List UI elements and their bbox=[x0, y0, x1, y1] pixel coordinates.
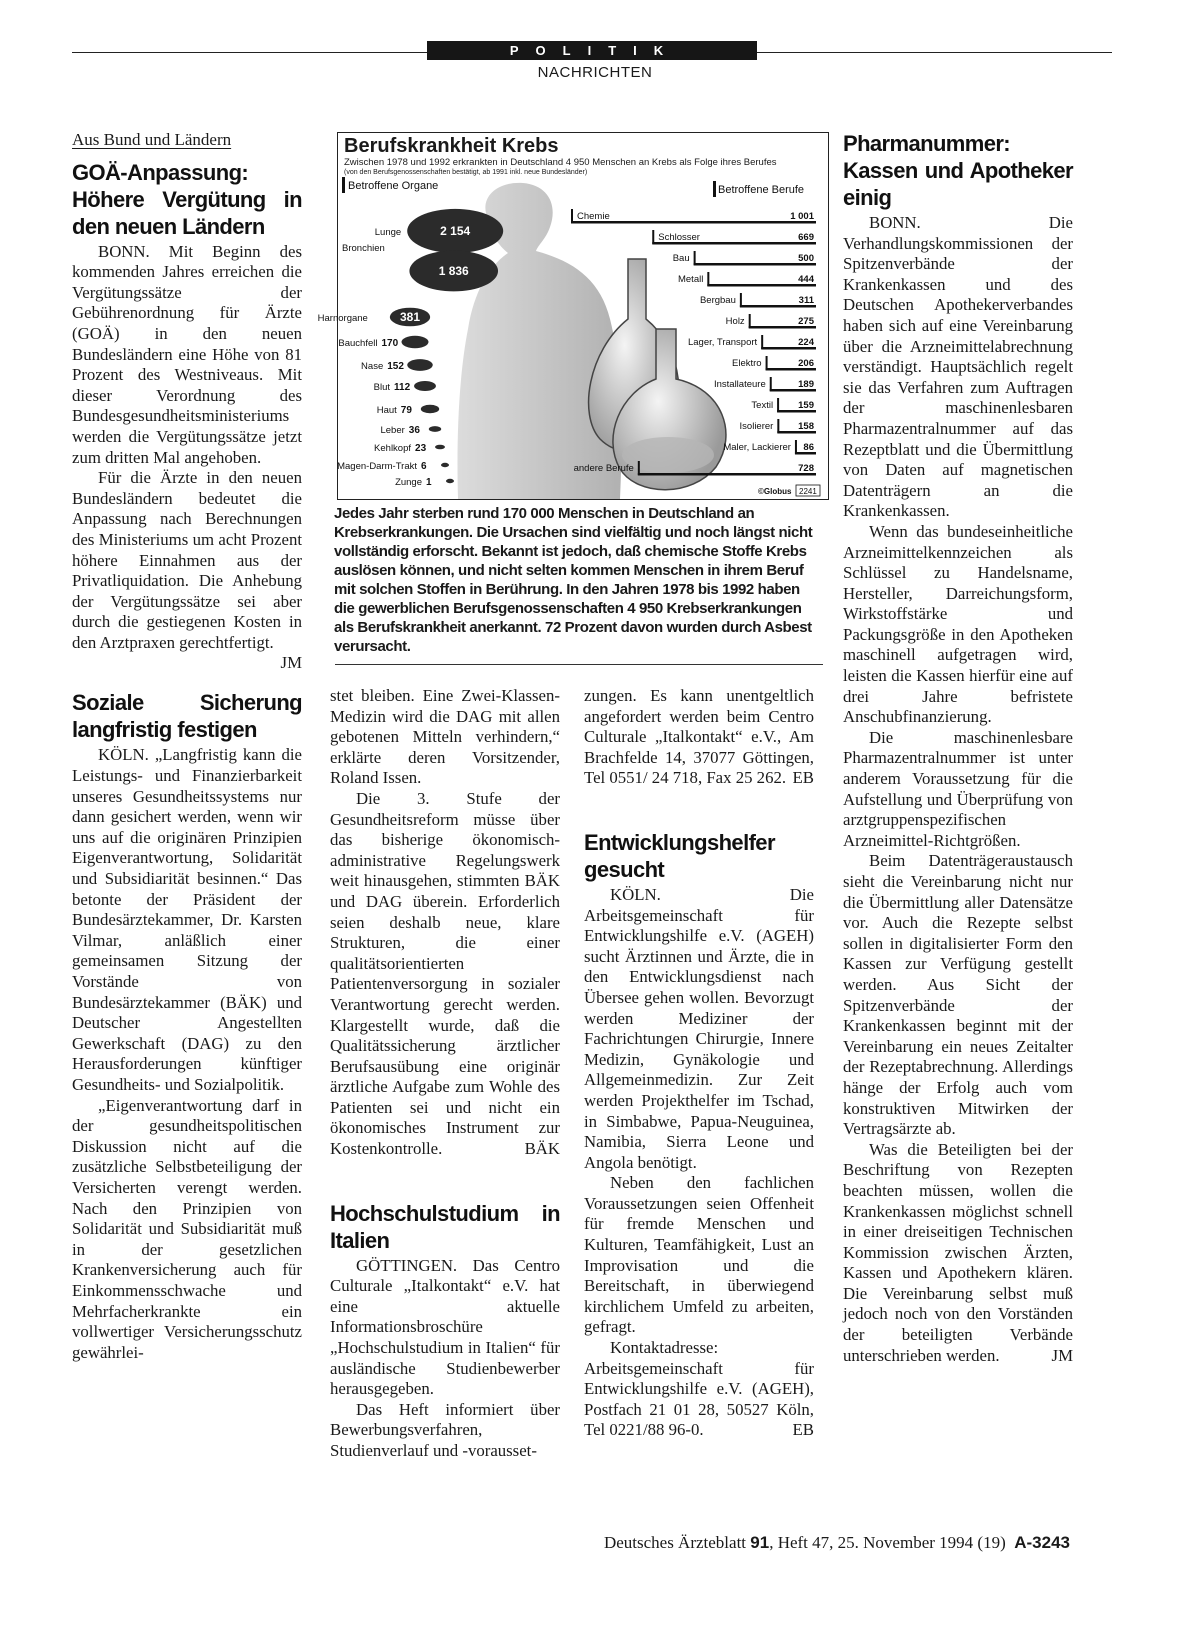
article-goae bbox=[72, 159, 302, 673]
organ-label: Lunge bbox=[374, 227, 402, 238]
profession-value: 728 bbox=[798, 463, 814, 474]
profession-label: andere Berufe bbox=[573, 463, 634, 474]
profession-bar-stem bbox=[571, 209, 573, 223]
column-3 bbox=[584, 686, 814, 1441]
author-signature: JM bbox=[1051, 1345, 1073, 1365]
article-soziale-sicherung bbox=[72, 689, 302, 1363]
organ-bubble bbox=[421, 405, 439, 413]
author-signature: EB bbox=[792, 1420, 814, 1440]
article-pharmanummer bbox=[843, 130, 1073, 1366]
organ-label: Harnorgane bbox=[317, 313, 368, 324]
profession-value: 444 bbox=[798, 274, 814, 285]
profession-bar-stem bbox=[777, 398, 779, 412]
profession-label: Maler, Lackierer bbox=[723, 442, 791, 453]
chart-subtitle: Zwischen 1978 und 1992 erkrankten in Deutschland 4 950 Menschen an Krebs als Folge ihres Berufes bbox=[344, 157, 777, 168]
profession-label: Isolierer bbox=[739, 421, 774, 432]
profession-value: 224 bbox=[798, 337, 814, 348]
organ-value: 79 bbox=[400, 405, 412, 416]
subressort-label: NACHRICHTEN bbox=[537, 64, 653, 81]
section-kicker: Aus Bund und Ländern bbox=[72, 130, 232, 149]
article-headline: GOÄ-Anpassung: Höhere Vergütung in den neuen Ländern bbox=[72, 159, 302, 239]
organ-label: Bronchien bbox=[342, 243, 385, 254]
profession-label: Lager, Transport bbox=[687, 337, 758, 348]
organ-value: 170 bbox=[381, 338, 399, 349]
article-paragraph: Die maschinenlesbare Pharmazentralnummer ist unter anderem Voraussetzung für die Aufstellung und Überprüfung von arztgruppenspezifischen Arzneimittel-Richtgrößen. bbox=[843, 727, 1073, 850]
article-hochschulstudium bbox=[330, 1200, 560, 1462]
profession-bar-stem bbox=[766, 356, 768, 370]
chart-source: ©Globus bbox=[758, 487, 792, 496]
profession-bar-stem bbox=[770, 377, 772, 391]
page-number: A-3243 bbox=[1014, 1533, 1070, 1552]
profession-bar-stem bbox=[638, 461, 640, 475]
organ-value: 2 154 bbox=[440, 224, 471, 238]
article-paragraph: Neben den fachlichen Voraussetzungen seien Offenheit für fremde Menschen und Kulturen, Teamfähigkeit, Lust an Improvisation und die Bereitschaft, in überwiegend kirchlichem Umfeld zu arbeiten, gefragt. bbox=[584, 1173, 814, 1337]
profession-label: Chemie bbox=[577, 211, 610, 222]
organ-value: 381 bbox=[399, 310, 421, 324]
organ-value: 6 bbox=[421, 461, 427, 472]
organ-label: Blut bbox=[373, 382, 391, 393]
organ-value: 36 bbox=[408, 425, 420, 436]
organ-label: Zunge bbox=[395, 477, 422, 488]
article-headline: Pharmanummer: Kassen und Apotheker einig bbox=[843, 131, 1073, 210]
article-paragraph: Beim Datenträgeraustausch sieht die Vereinbarung nicht nur die Übermittlung aller Datensätze vor. Auch die Rezepte selbst sollen in digitalisierter Form den Kassen zur Verfügung gestellt werden. Aus Sicht der Spitzenverbände der Krankenkassen beginnt mit der Vereinbarung ein neues Zeitalter der Rezeptabrechnung. Allerdings hänge der Erfolg auch vom konstruktiven Mitwirken der Vertragsärzte ab. bbox=[843, 851, 1073, 1139]
profession-value: 1 001 bbox=[790, 211, 814, 222]
article-paragraph: Was die Beteiligten bei der Beschriftung von Rezepten beachten müssen, wollen die Krankenkassen möglichst schnell in einer dreiseitigen Technischen Kommission zwischen Ärzten, Kassen und Apothekern klären. Die Vereinbarung selbst muß jedoch noch von den Vorständen der beteiligten Verbände unterschrieben werden. JM bbox=[843, 1139, 1073, 1365]
chart-subtitle-note: (von den Berufsgenossenschaften bestätigt, ab 1991 inkl. neue Bundesländer) bbox=[344, 169, 588, 176]
organ-bubble bbox=[407, 359, 433, 371]
profession-value: 86 bbox=[803, 442, 814, 453]
organ-value: 1 836 bbox=[438, 264, 469, 278]
profession-label: Textil bbox=[751, 400, 774, 411]
organ-label: Haut bbox=[376, 405, 397, 416]
chart-caption: Jedes Jahr sterben rund 170 000 Menschen in Deutschland an Krebserkrankungen. Die Ursachen sind vielfältig und noch längst nicht vollständig erforscht. Bekannt ist jedoch, daß chemische Stoffe Krebs auslösen können, und nicht selten kommen Menschen in ihrem Beruf mit solchen Stoffen in Berührung. In den Jahren 1978 bis 1992 haben die gewerblichen Berufsgenossenschaften 4 950 Krebserkrankungen als Berufskrankheit anerkannt. 72 Prozent davon wurden durch Asbest verursacht. bbox=[334, 505, 813, 655]
profession-label: Holz bbox=[725, 316, 745, 327]
article-paragraph: GÖTTINGEN. Das Centro Culturale „Italkontakt“ e.V. hat eine aktuelle Informationsbroschüre „Hochschulstudium in Italien“ für ausländische Studienbewerber herausgegeben. bbox=[330, 1255, 560, 1399]
organ-label: Nase bbox=[361, 361, 384, 372]
article-paragraph: stet bleiben. Eine Zwei-Klassen-Medizin wird die DAG mit allen gebotenen Mitteln verhindern,“ erklärte deren Vorsitzender, Roland Issen. bbox=[330, 686, 560, 788]
organ-label: Magen-Darm-Trakt bbox=[337, 461, 417, 472]
ressort-banner: POLITIK bbox=[427, 41, 757, 60]
article-paragraph: zungen. Es kann unentgeltlich angefordert werden beim Centro Culturale „Italkontakt“ e.V., Am Brachfelde 14, 37077 Göttingen, Tel 0551/ 24 718, Fax 25 262. EB bbox=[584, 686, 814, 788]
article-paragraph: Für die Ärzte in den neuen Bundesländern bedeutet die Anpassung nach Berechnungen des Ministeriums um acht Prozent höhere Einnahmen aus der Privatliquidation. Die Anhebung der Vergütungssätze sei aber durch die gestiegenen Kosten in den Arztpraxen gerechtfertigt. JM bbox=[72, 468, 302, 673]
organ-value: 1 bbox=[426, 477, 432, 488]
profession-bar-stem bbox=[740, 293, 742, 307]
article-paragraph: BONN. Die Verhandlungskommissionen der Spitzenverbände der Krankenkassen und des Deutschen Apothekerverbandes haben sich auf eine Vereinbarung über die Arzneimittelabrechnung verständigt. Hauptsächlich regelt sie das Verfahren zum Auftragen der maschinenlesbaren Pharmazentralnummer auf das Rezeptblatt und die Übermittlung von Daten auf magnetischen Datenträgern an die Krankenkassen. bbox=[843, 213, 1073, 521]
article-paragraph: KÖLN. Die Arbeitsgemeinschaft für Entwicklungshilfe e.V. (AGEH) sucht Ärztinnen und Ärzte, die in den Entwicklungsdienst nach Übersee gehen wollen. Bevorzugt werden Mediziner der Fachrichtungen Chirurgie, Innere Medizin, Gynäkologie und Allgemeinmedizin. Zur Zeit werden Projekthelfer im Tschad, in Simbabwe, Papua-Neuguinea, Namibia, Sierra Leone und Angola benötigt. bbox=[584, 884, 814, 1172]
chart-svg bbox=[317, 179, 828, 499]
profession-bar-stem bbox=[777, 419, 779, 433]
organ-value: 23 bbox=[415, 443, 427, 454]
article-headline: Entwicklungshelfer gesucht bbox=[584, 829, 775, 882]
chart-code: 2241 bbox=[799, 487, 817, 496]
journal-name: Deutsches Ärzteblatt bbox=[603, 1533, 747, 1552]
profession-bar bbox=[638, 473, 816, 476]
profession-value: 159 bbox=[798, 400, 814, 411]
organ-bubble bbox=[402, 336, 429, 348]
profession-bar-stem bbox=[694, 251, 696, 265]
page-footer bbox=[560, 1533, 1070, 1553]
organ-bubble bbox=[441, 463, 449, 467]
profession-label: Elektro bbox=[732, 358, 762, 369]
profession-value: 189 bbox=[798, 379, 814, 390]
profession-value: 669 bbox=[798, 232, 814, 243]
volume-number: 91 bbox=[750, 1533, 770, 1552]
profession-bar-stem bbox=[707, 272, 709, 286]
profession-label: Metall bbox=[677, 274, 704, 285]
profession-value: 275 bbox=[798, 316, 814, 327]
author-signature: BÄK bbox=[524, 1139, 560, 1159]
profession-bar-stem bbox=[761, 335, 763, 349]
article-paragraph: Kontaktadresse: Arbeitsgemeinschaft für Entwicklungshilfe e.V. (AGEH), Postfach 21 01 28, 50527 Köln, Tel 0221/88 96-0. EB bbox=[584, 1338, 814, 1440]
profession-value: 311 bbox=[798, 295, 814, 306]
article-paragraph: „Eigenverantwortung darf in der gesundheitspolitischen Diskussion nicht auf die zusätzliche Selbstbeteiligung der Versicherten verengt werden. Nach den Prinzipien von Solidarität und Subsidiarität muß in der gesetzlichen Krankenversicherung auch für Einkommensschwache und Mehrfacherkrankte ein vollwertiger Versicherungsschutz gewährlei- bbox=[72, 1095, 302, 1362]
organ-value: 152 bbox=[387, 361, 404, 372]
profession-label: Installateure bbox=[713, 379, 766, 390]
article-paragraph: Das Heft informiert über Bewerbungsverfahren, Studienverlauf und -vorausset- bbox=[330, 1399, 560, 1460]
caption-divider bbox=[335, 664, 823, 665]
organ-bubble bbox=[429, 426, 441, 432]
author-signature: EB bbox=[792, 768, 814, 788]
profession-label: Schlosser bbox=[658, 232, 700, 243]
column-1 bbox=[72, 130, 302, 1363]
chart-title: Berufskrankheit Krebs bbox=[344, 135, 559, 157]
article-entwicklungshelfer bbox=[584, 829, 814, 1441]
organ-label: Kehlkopf bbox=[374, 443, 412, 454]
article-paragraph: BONN. Mit Beginn des kommenden Jahres erreichen die Vergütungssätze der Gebührenordnung für Ärzte (GOÄ) in den neuen Bundesländern eine Höhe von 81 Prozent des Westniveaus. Mit dieser Verordnung des Bundesgesundheitsministeriums werden die Vergütungssätze jetzt zum dritten Mal angehoben. bbox=[72, 241, 302, 467]
article-paragraph: Die 3. Stufe der Gesundheitsreform müsse über das bisherige ökonomisch-administrative Regelungswerk weit hinausgehen, stimmten BÄK und DAG überein. Erforderlich seien deshalb neue, klare Strukturen, die einer qualitätsorientierten Patientenversorgung in sozialer Verantwortung gerecht werden. Klargestellt wurde, daß die Qualitätssicherung ärztlicher Berufsausübung eine originär ärztliche Aufgabe zum Wohle des Patienten sei und nicht ein ökonomisches Instrument zur Kostenkontrolle. BÄK bbox=[330, 788, 560, 1159]
author-signature: JM bbox=[280, 653, 302, 673]
column-4 bbox=[843, 130, 1073, 1366]
article-paragraph: KÖLN. „Langfristig kann die Leistungs- und Finanzierbarkeit unseres Gesundheitssystems nur dann gesichert werden, wenn wir uns auf die originären Prinzipien Eigenverantwortung, Solidarität und Subsidiarität besinnen.“ Das betonte der Präsident der Bundesärztekammer, Dr. Karsten Vilmar, anläßlich einer gemeinsamen Sitzung der Vorstände von Bundesärztekammer (BÄK) und Deutscher Angestellten Gewerkschaft (DAG) zu den Herausforderungen künftiger Gesundheits- und Sozialpolitik. bbox=[72, 745, 302, 1094]
profession-bar-stem bbox=[652, 230, 654, 244]
column-2 bbox=[330, 686, 560, 1462]
issue-info: , Heft 47, 25. November 1994 (19) bbox=[769, 1533, 1006, 1552]
profession-value: 158 bbox=[798, 421, 814, 432]
organ-bubble bbox=[435, 445, 445, 450]
profession-bar-stem bbox=[795, 440, 797, 454]
article-headline: Soziale Sicherung langfristig festigen bbox=[72, 690, 302, 743]
organ-bubble bbox=[414, 381, 436, 391]
article-headline: Hochschulstudium in Italien bbox=[330, 1200, 560, 1253]
organ-value: 112 bbox=[394, 382, 411, 393]
chart-berufskrankheit-krebs bbox=[317, 132, 829, 500]
organ-label: Leber bbox=[380, 425, 405, 436]
profession-label: Bau bbox=[672, 253, 690, 264]
organ-label: Bauchfell bbox=[338, 338, 378, 349]
organ-bubble bbox=[446, 479, 454, 483]
left-header: Betroffene Organe bbox=[348, 180, 439, 192]
right-header: Betroffene Berufe bbox=[718, 184, 805, 196]
profession-value: 206 bbox=[798, 358, 814, 369]
profession-label: Bergbau bbox=[699, 295, 736, 306]
profession-bar-stem bbox=[749, 314, 751, 328]
profession-value: 500 bbox=[798, 253, 814, 264]
article-paragraph: Wenn das bundeseinheitliche Arzneimittelkennzeichen als Schlüssel zu Handelsname, Hersteller, Darreichungsform, Wirkstoffstärke und Packungsgröße in den Apotheken maschinell aufgetragen wird, leisten die Kassen hierfür eine auf drei Jahre befristete Anschubfinanzierung. bbox=[843, 521, 1073, 727]
